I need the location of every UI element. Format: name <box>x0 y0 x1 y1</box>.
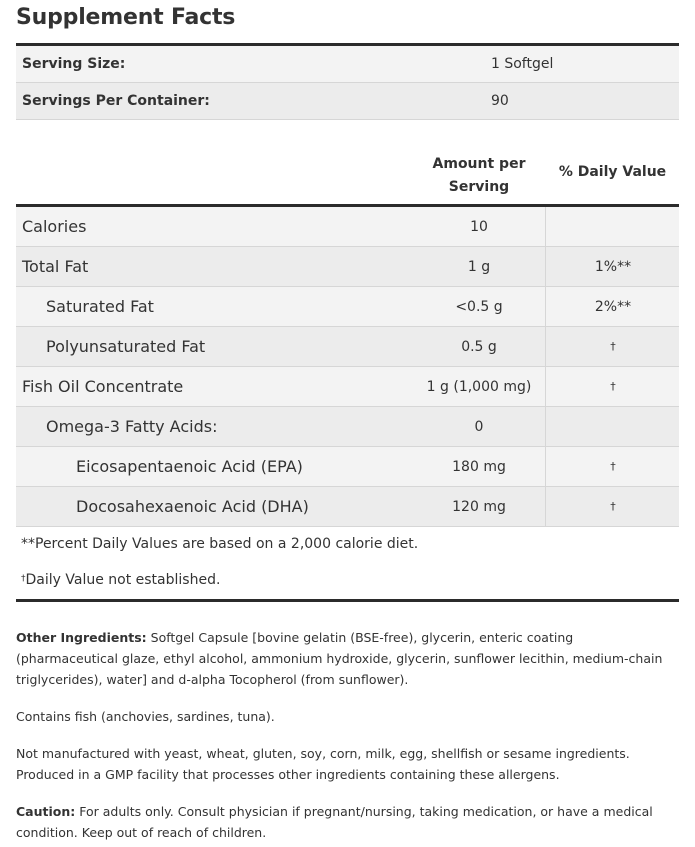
bottom-divider <box>16 599 679 602</box>
nutrient-amount: 0 <box>474 418 484 435</box>
other-ingredients-text: Softgel Capsule [bovine gelatin (BSE-free), glycerin, enteric coating (pharmaceutical glaze, ethyl alcohol, ammonium hydroxide, glycerin, sunflower lecithin, medium-chain triglycerides), water] and d-alpha Tocopherol (from sunflower). <box>16 630 663 687</box>
caution-label: Caution: <box>16 804 76 819</box>
nutrient-amount: 1 g <box>467 258 491 275</box>
other-ingredients <box>16 627 676 690</box>
nutrient-amount: 120 mg <box>452 498 506 515</box>
servings-per-container-value: 90 <box>491 93 509 109</box>
table-row <box>16 247 679 287</box>
serving-table <box>16 46 679 120</box>
dagger-footnote <box>21 572 220 588</box>
table-row <box>16 327 679 367</box>
page-title: Supplement Facts <box>16 5 236 30</box>
table-row <box>16 367 679 407</box>
nutrient-dv <box>545 207 680 246</box>
nutrient-name: Saturated Fat <box>46 297 154 316</box>
serving-size-value: 1 Softgel <box>491 56 554 72</box>
dagger-symbol: † <box>21 574 26 584</box>
other-ingredients-label: Other Ingredients: <box>16 630 147 645</box>
nutrient-amount: 180 mg <box>452 458 506 475</box>
table-row <box>16 287 679 327</box>
serving-size-row <box>16 46 679 83</box>
nutrient-dv <box>545 407 680 446</box>
nutrient-name: Calories <box>22 217 87 236</box>
nutrient-dv: 1%** <box>545 247 680 286</box>
table-row <box>16 207 679 247</box>
nutrient-name: Docosahexaenoic Acid (DHA) <box>76 497 309 516</box>
caution-statement <box>16 801 676 843</box>
table-row <box>16 487 679 527</box>
nutrient-name: Total Fat <box>22 257 89 276</box>
table-row <box>16 447 679 487</box>
contains-statement: Contains fish (anchovies, sardines, tuna). <box>16 709 275 724</box>
table-row <box>16 407 679 447</box>
amount-header-line2: Serving <box>448 179 510 195</box>
amount-header-line1: Amount per <box>432 156 526 172</box>
nutrient-dv: † <box>545 447 680 486</box>
amount-per-serving-header <box>420 153 538 199</box>
servings-per-container-row <box>16 83 679 120</box>
daily-value-header: % Daily Value <box>558 164 667 180</box>
caution-text: For adults only. Consult physician if pregnant/nursing, taking medication, or have a medical condition. Keep out of reach of children. <box>16 804 653 840</box>
nutrient-name: Omega-3 Fatty Acids: <box>46 417 218 436</box>
servings-per-container-label: Servings Per Container: <box>22 93 210 109</box>
dagger-footnote-text: Daily Value not established. <box>25 572 221 588</box>
percent-daily-footnote: **Percent Daily Values are based on a 2,000 calorie diet. <box>21 536 419 552</box>
nutrient-amount: 0.5 g <box>461 338 497 355</box>
nutrient-dv: † <box>545 327 680 366</box>
nutrient-amount: <0.5 g <box>455 298 503 315</box>
nutrient-name: Polyunsaturated Fat <box>46 337 206 356</box>
nutrient-dv: † <box>545 487 680 526</box>
nutrient-name: Fish Oil Concentrate <box>22 377 184 396</box>
nutrient-table <box>16 207 679 527</box>
nutrient-amount: 1 g (1,000 mg) <box>426 378 532 395</box>
nutrient-amount: 10 <box>470 218 488 235</box>
allergen-statement: Not manufactured with yeast, wheat, gluten, soy, corn, milk, egg, shellfish or sesame ingredients. Produced in a GMP facility that processes other ingredients containing these allergens. <box>16 746 630 782</box>
nutrient-dv: 2%** <box>545 287 680 326</box>
serving-size-label: Serving Size: <box>22 56 126 72</box>
nutrient-name: Eicosapentaenoic Acid (EPA) <box>76 457 303 476</box>
nutrient-table-header <box>16 148 679 204</box>
nutrient-dv: † <box>545 367 680 406</box>
